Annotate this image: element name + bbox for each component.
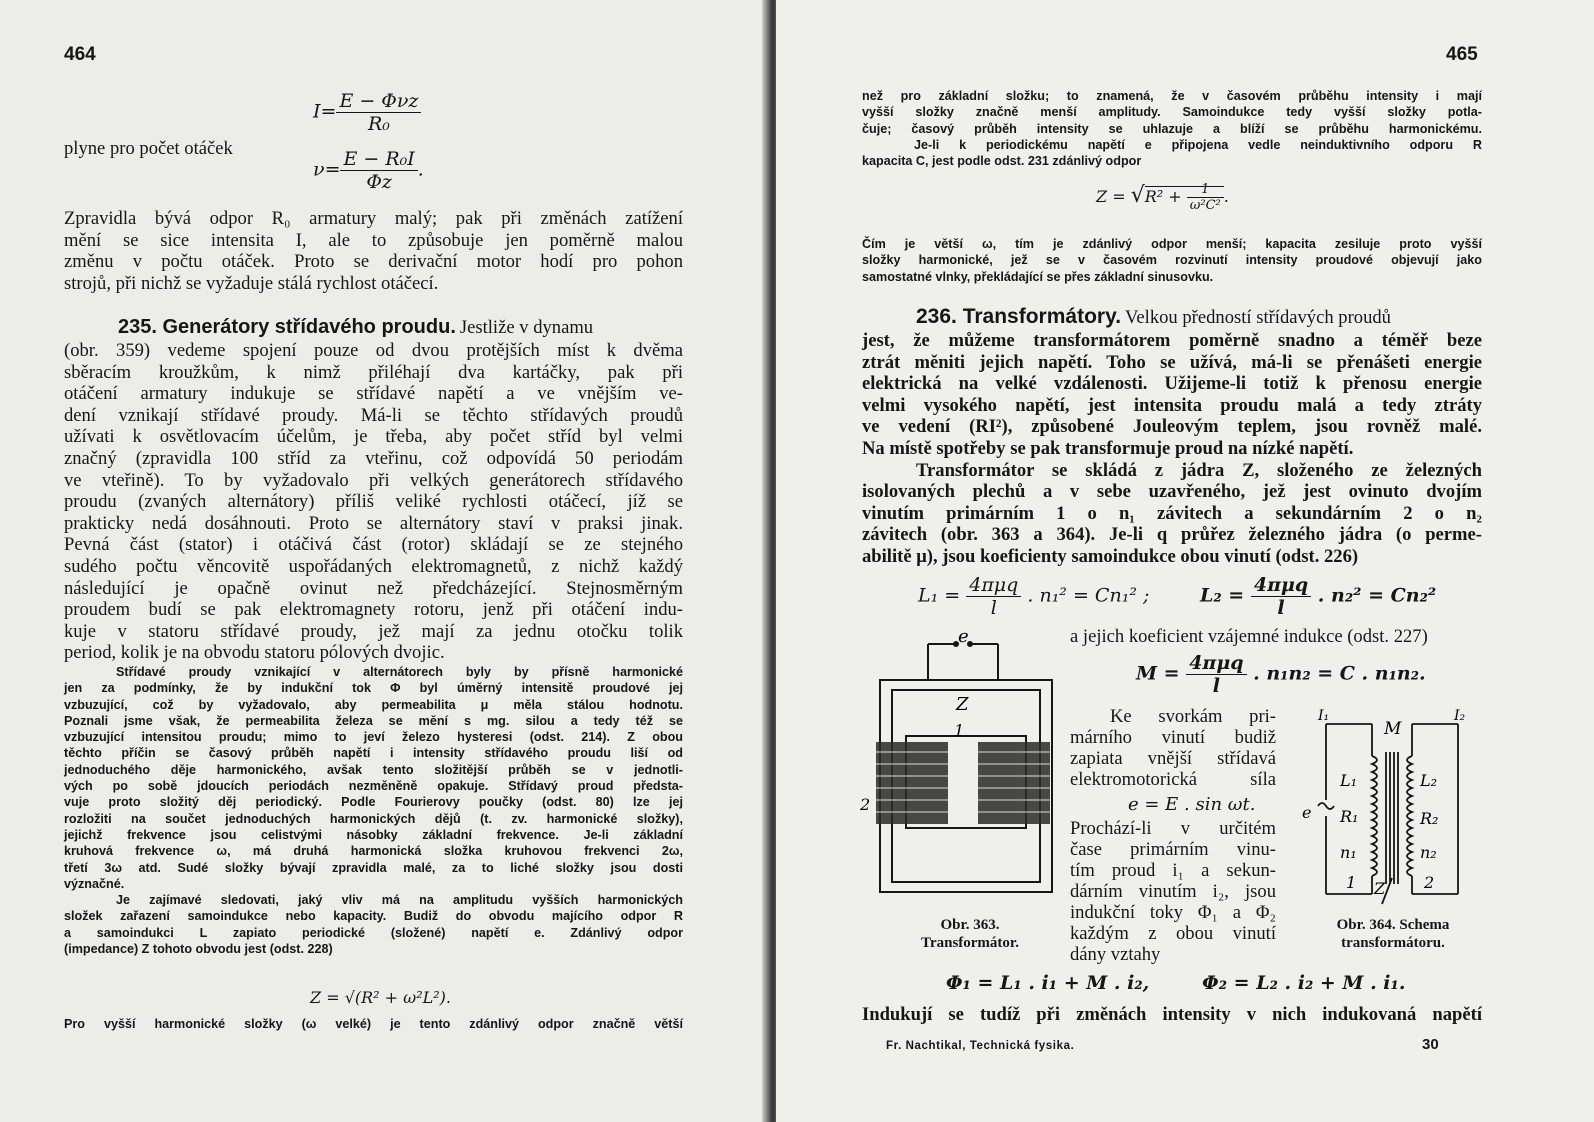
- figure-label-2: 2: [1424, 873, 1435, 892]
- figure-label-n2: n₂: [1420, 843, 1437, 862]
- figure-label-1: 1: [954, 721, 965, 740]
- figure-label-R1: R₁: [1340, 807, 1359, 826]
- section-235: 235. Generátory střídavého proudu. Jestliže v dynamu (obr. 359) vedeme spojení pouze od dvou protějších míst k dvěma sběracím kroužkům, k nimž přiléhají dva kartáčky, pak při otáčení armatury indukuje se střídavé napětí a ve vnějším ve- dení vznikají střídavé proudy. Má-li se těchto střídavých proudů užívati k osvětlovacím účelům, je třeba, aby počet stříd byl velmi značný (zpravidla 100 stříd za vteřinu, což odpovídá 50 periodám ve vteřině). To by vyžadovalo při velkých generátorech střídavého proudu (zvaných alternátory) příliš veliké rychlosti otáčecí, jíž se prakticky nedá dosáhnouti. Proto se alternátory staví v praksi jinak. Pevná část (stator) i otáčivá část (rotor) skládají se ze stejného sudého počtu věncovitě uspořádaných elektromagnetů, z nichž každý následující je opačně ovinut než předcházející. Stejnosměrným proudem budí se pak elektromagnety rotoru, jenž při otáčení indu- kuje v statoru střídavé proudy, jež mají za jednu otočku tolik period, kolik je na obvodu statoru pólových dvojic.: [64, 316, 683, 664]
- page-number: 464: [64, 44, 96, 65]
- formula-impedance: Z = √(R² + ω²L²).: [310, 988, 451, 1007]
- formula-current: I= $\frac{\text{E − Φνz}}{\text{R₀}}$: [313, 90, 421, 135]
- formula-M: M = $\frac{\text{4πμq}}{l}$ . n₁n₂ = C . n₁n₂.: [1136, 652, 1426, 697]
- small-print-harmonics: Střídavé proudy vznikající v alternátorech byly by přísně harmonické jen za podmínky, že by indukční tok Φ byl úměrný intensitě proudové jej vzbuzující, což by vyžadovalo, aby permeabilita μ měla stálou hodnotu. Poznali jsme však, že permeabilita železa se mění s mg. silou a tedy též se vzbuzující intensitou proudu; mimo to jeví železo hysteresi (odst. 214). Z obou těchto příčin se časový průběh napětí i intensity střídavého proudu liší od jednoduchého děje harmonického, avšak tento složitější průběh se v jednotli- vých po sobě jdoucích periodách nezměněně opakuje. Střídavý proud předsta- vuje proto složitý děj periodický. Podle Fourierovy poučky (odst. 80) lze jej rozložiti na součet jednoduchých harmonických dějů (t. zv. harmonické složky), jejichž frekvence jsou celistvými násobky základní frekvence. Je-li základní kruhová frekvence ω, má druhá harmonická složka kruhovou frekvenci 2ω, třetí 3ω atd. Sudé složky bývají zpravidla malé, za to liché složky jsou dosti význačné. Je zajímavé sledovati, jaký vliv má na amplitudu vyšších harmonických složek zařazení samoindukce nebo kapacity. Budiž do obvodu majícího odpor R a samoindukci L zapiato periodické (složené) napětí e. Zdánlivý odpor (impedance) Z tohoto obvodu jest (odst. 228): [64, 665, 683, 957]
- mutual-induction-text: a jejich koeficient vzájemné indukce (odst. 227): [1070, 626, 1428, 647]
- transformer-figure: [858, 632, 1068, 902]
- figure-363-caption: Obr. 363. Transformátor.: [921, 917, 1019, 951]
- small-print-mid: Čím je větší ω, tím je zdánlivý odpor menší; kapacita zesiluje proto vyšší složky harmonické, jež se v časovém rozvinutí intensity proudové objevují jako samostatné vlnky, překládající se přes základní sinusovku.: [862, 237, 1482, 284]
- transformer-schema-figure: [1282, 708, 1496, 908]
- right-page: [776, 0, 1594, 1122]
- figure-label-1: 1: [1346, 873, 1357, 892]
- section-heading: 236. Transformátory.: [916, 305, 1122, 328]
- paragraph-motor: Zpravidla bývá odpor R₀ armatury malý; pak při změnách zatížení mění se sice intensita I, ale to způsobuje jen poměrně malou změnu v počtu otáček. Proto se derivační motor hodí pro pohon strojů, při nichž se vyžaduje stálá rychlost otáčecí.: [64, 208, 683, 294]
- figure-label-L1: L₁: [1340, 771, 1358, 790]
- section-heading: 235. Generátory střídavého proudu.: [118, 316, 456, 338]
- figure-label-L2: L₂: [1420, 771, 1438, 790]
- small-print-last: Pro vyšší harmonické složky (ω velké) je tento zdánlivý odpor značně větší: [64, 1017, 683, 1031]
- figure-364-caption: Obr. 364. Schema transformátoru.: [1336, 917, 1450, 951]
- formula-capacitive: Z = √R² + $\frac{1}{\text{ω²C²}}$ .: [1096, 182, 1229, 213]
- figure-label-M: M: [1384, 719, 1402, 739]
- footer-author: Fr. Nachtikal, Technická fysika.: [886, 1040, 1075, 1052]
- formula-L1: L₁ = $\frac{\text{4πμq}}{l}$ . n₁² = Cn₁² ;: [918, 574, 1150, 619]
- formula-flux: Φ₁ = L₁ . i₁ + M . i₂, Φ₂ = L₂ . i₂ + M . i₁.: [946, 972, 1406, 994]
- formula-speed: ν= $\frac{\text{E − R₀I}}{\Phi z}$ .: [313, 148, 424, 193]
- formula-L2: L₂ = $\frac{\text{4πμq}}{l}$ . n₂² = Cn₂²: [1200, 574, 1437, 619]
- figure-label-e: e: [958, 632, 969, 647]
- intro-text: plyne pro počet otáček: [64, 138, 233, 159]
- column-text-2: Prochází-li v určitém čase primárním vinu- tím proud i₁ a sekun- dárním vinutím i₂, jsou indukční toky Φ₁ a Φ₂ každým z obou vinutí dány vztahy: [1070, 818, 1276, 965]
- page-number: 465: [1446, 44, 1478, 65]
- column-text-1: Ke svorkám pri- márního vinutí budiž zapiata vnější střídavá elektromotorická síla: [1070, 706, 1276, 790]
- figure-label-n1: n₁: [1340, 843, 1357, 862]
- small-print-top: než pro základní složku; to znamená, že v časovém průběhu intensity i mají vyšší složky značně menší amplitudy. Samoindukce tedy vyšší složky potla- čuje; časový průběh intensity se uhlazuje a blíží se průběhu harmonickému. Je-li k periodickému napětí e připojena vedle neinduktivního odporu R kapacita C, jest podle odst. 231 zdánlivý odpor: [862, 89, 1482, 169]
- figure-label-I1: I₁: [1318, 708, 1330, 724]
- figure-label-Z: Z: [1374, 879, 1386, 898]
- figure-label-I2: I₂: [1454, 708, 1466, 724]
- figure-label-Z: Z: [956, 694, 969, 715]
- figure-label-2: 2: [860, 795, 871, 814]
- footer-sheet-number: 30: [1422, 1036, 1439, 1053]
- figure-label-R2: R₂: [1420, 809, 1439, 828]
- figure-label-e: e: [1302, 803, 1312, 822]
- section-236: 236. Transformátory. Velkou předností střídavých proudů jest, že můžeme transformátorem poměrně snadno a téměř beze ztrát měniti jejich napětí. Toho se užívá, má-li se přenášeti energie elektrická na velké vzdálenosti. Užijeme-li totiž k přenosu energie velmi vysokého napětí, jest intensita proudu malá a tedy ztráty ve vedení (RI²), způsobené Jouleovým teplem, jsou rovněž malé. Na místě spotřeby se pak transformuje proud na nízké napětí. Transformátor se skládá z jádra Z, složeného ze železných isolovaných plechů a v sebe uzavřeného, jež jest ovinuto dvojím vinutím primárním 1 o n₁ závitech a sekundárním 2 o n₂ závitech (obr. 363 a 364). Je-li q průřez železného jádra (o perme- abilitě μ), jsou koeficienty samoindukce obou vinutí (odst. 226): [862, 305, 1482, 567]
- last-line: Indukují se tudíž při změnách intensity v nich indukovaná napětí: [862, 1004, 1482, 1025]
- left-page: [0, 0, 770, 1122]
- formula-emf: e = E . sin ωt.: [1128, 794, 1256, 815]
